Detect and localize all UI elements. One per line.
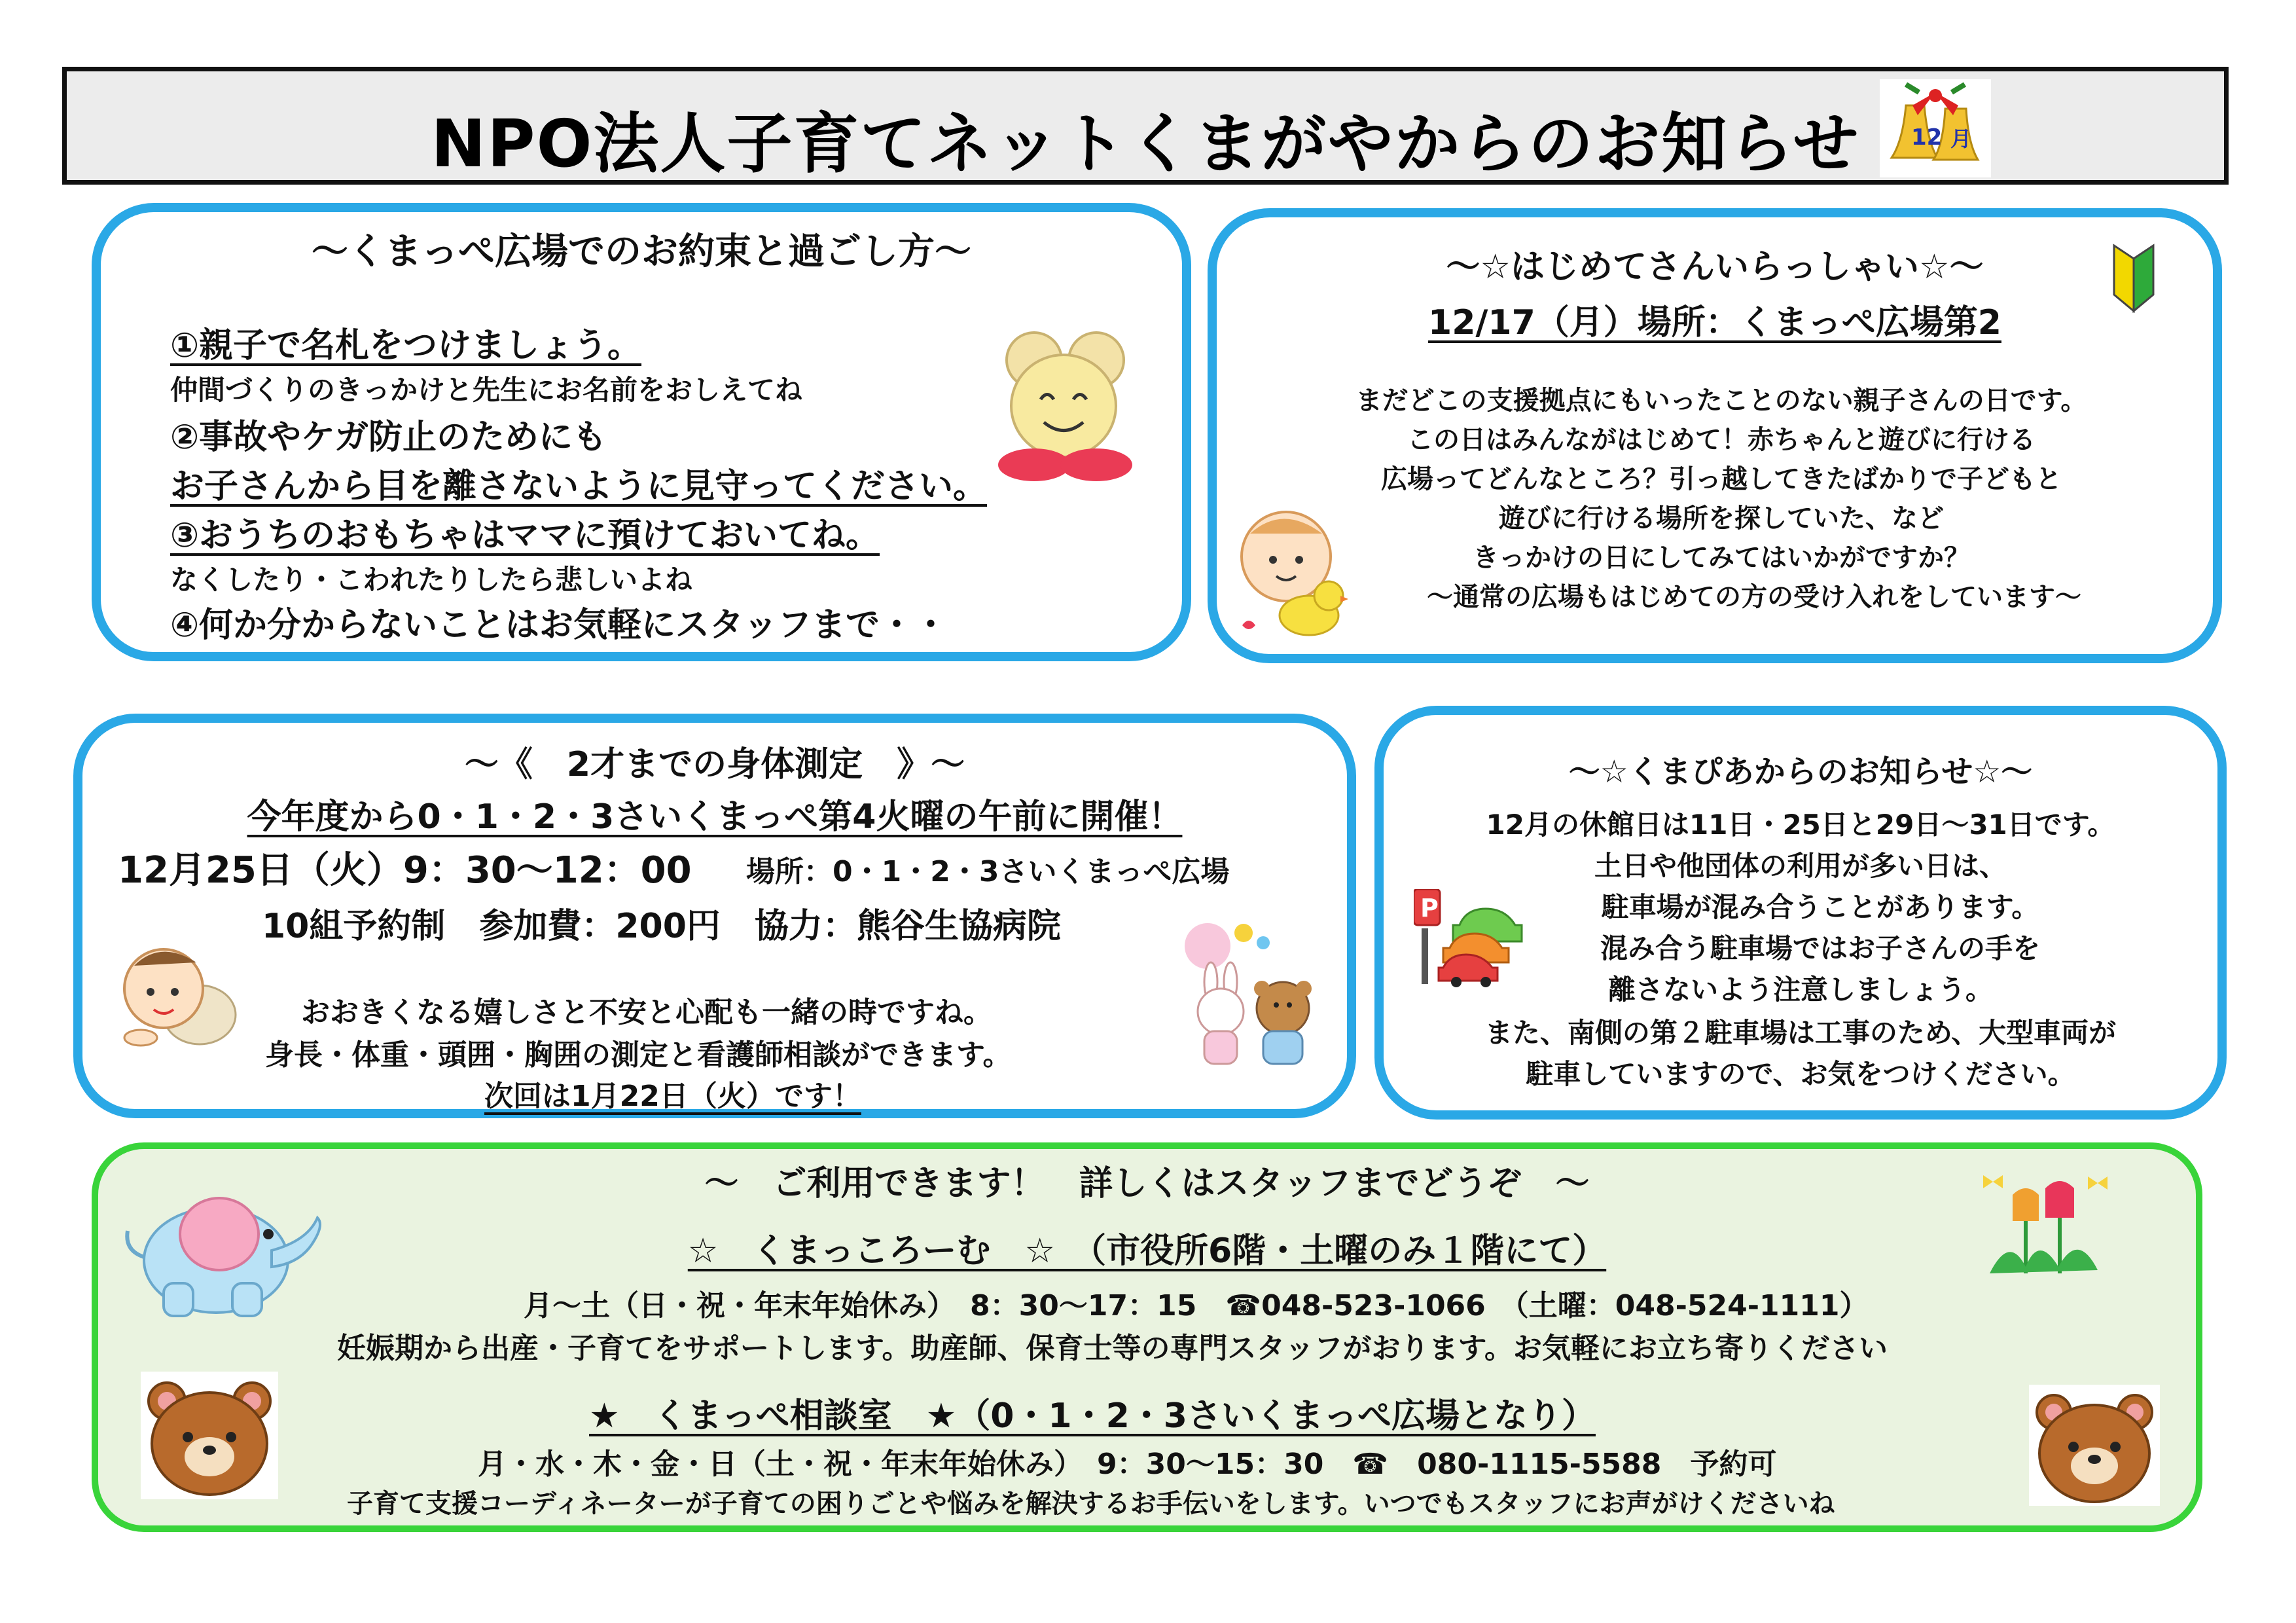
rules-item-2-sub: お子さんから目を離さないように見守ってください。 [170, 467, 988, 506]
svg-text:P: P [1420, 894, 1439, 922]
consult-name: ★ くまっぺ相談室 ★（0・1・2・3さいくまっぺ広場となり） [589, 1396, 1596, 1436]
page-title: NPO法人子育てネットくまがやからのお知らせ [431, 105, 1860, 182]
measurement-title: ～《 2才までの身体測定 》～ [464, 745, 965, 784]
kumapia-line-1: 12月の休館日は11日・25日と29日～31日です。 [1486, 809, 2115, 841]
rules-item-3-sub: なくしたり・こわれたりしたら悲しいよね [170, 564, 693, 596]
beginners-line-3: 広場ってどんなところ？引っ越してきたばかりで子どもと [1381, 464, 2062, 494]
parking-cars-icon [1414, 889, 1525, 987]
measurement-datetime: 12月25日（火）9：30～12：00 [118, 849, 692, 892]
rules-item-3-heading: ③おうちのおもちゃはママに預けておいてね。 [170, 516, 880, 555]
room-desc: 妊娠期から出産・子育てをサポートします。助産師、保育士等の専門スタッフがおります。お気軽にお立ち寄りください [337, 1332, 1888, 1365]
svg-text:12: 12 [1911, 124, 1943, 151]
kumapia-title: ～☆くまぴあからのお知らせ☆～ [1568, 754, 2033, 790]
svg-text:月: 月 [1950, 126, 1972, 151]
rules-item-4-heading: ④何か分からないことはお気軽にスタッフまで・・ [170, 606, 948, 645]
crawling-baby-icon [115, 936, 239, 1054]
tulip-icon [1977, 1169, 2114, 1280]
consult-hours: 月・水・木・金・日（土・祝・年末年始休み） 9：30～15：30 ☎ 080-1115-5588 予約可 [478, 1448, 1777, 1481]
room-name: ☆ くまっころーむ ☆ （市役所6階・土曜のみ１階にて） [687, 1231, 1607, 1271]
page-header [62, 67, 2229, 185]
measurement-place: 場所：0・1・2・3さいくまっぺ広場 [746, 855, 1230, 888]
measurement-details: 10組予約制 参加費：200円 協力：熊谷生協病院 [262, 907, 1061, 946]
beginners-date-place: 12/17（月）場所：くまっぺ広場第2 [1428, 303, 2001, 342]
beginners-line-4: 遊びに行ける場所を探していた、など [1499, 503, 1944, 534]
measurement-line-2: 身長・体重・頭囲・胸囲の測定と看護師相談ができます。 [265, 1038, 1012, 1072]
baby-duck-icon [1237, 507, 1348, 638]
beginners-line-5: きっかけの日にしてみてはいかがですか？ [1473, 543, 1970, 573]
kumapia-line-2: 土日や他団体の利用が多い日は、 [1594, 850, 2007, 882]
bunny-bear-icon [1178, 920, 1316, 1070]
elephant-icon [121, 1172, 324, 1322]
kumapia-line-4: 混み合う駐車場ではお子さんの手を [1600, 932, 2040, 964]
kumapia-line-3: 駐車場が混み合うことがあります。 [1601, 891, 2039, 923]
consult-desc: 子育て支援コーディネーターが子育ての困りごとや悩みを解決するお手伝いをします。いつでもスタッフにお声がけくださいね [347, 1489, 1835, 1519]
beginners-line-1: まだどこの支援拠点にもいったことのない親子さんの日です。 [1355, 386, 2087, 416]
rules-title: ～くまっぺ広場でのお約束と過ごし方～ [312, 230, 971, 273]
measurement-line-1: おおきくなる嬉しさと不安と心配も一緒の時ですね。 [301, 996, 992, 1029]
measurement-headline: 今年度から0・1・2・3さいくまっぺ第4火曜の午前に開催！ [247, 797, 1183, 837]
kumapia-line-5: 離さないよう注意しましょう。 [1607, 974, 1993, 1006]
bear-face-icon [2029, 1385, 2160, 1506]
kumapia-line-6: また、南側の第２駐車場は工事のため、大型車両が [1484, 1017, 2117, 1049]
beginners-title: ～☆はじめてさんいらっしゃい☆～ [1446, 247, 1984, 287]
rules-item-1-heading: ①親子で名札をつけましょう。 [170, 326, 642, 365]
kumapia-line-7: 駐車していますので、お気をつけください。 [1526, 1058, 2075, 1090]
bell-badge-icon [1880, 79, 1991, 177]
rules-item-2-heading: ②事故やケガ防止のためにも [170, 418, 607, 457]
wakaba-mark-icon [2111, 242, 2157, 314]
room-hours: 月～土（日・祝・年末年始休み） 8：30～17：15 ☎048-523-1066 （土曜：048-524-1111） [524, 1289, 1869, 1322]
rules-item-1-sub: 仲間づくりのきっかけと先生にお名前をおしえてね [170, 374, 803, 406]
bear-face-icon [141, 1372, 278, 1499]
services-title: ～ ご利用できます！ 詳しくはスタッフまでどうぞ ～ [704, 1164, 1590, 1203]
beginners-line-2: この日はみんながはじめて！赤ちゃんと遊びに行ける [1407, 425, 2036, 455]
beginners-line-6: ～通常の広場もはじめての方の受け入れをしています～ [1427, 582, 2081, 612]
mouse-mascot-icon [988, 327, 1139, 484]
measurement-next: 次回は1月22日（火）です！ [484, 1080, 861, 1113]
